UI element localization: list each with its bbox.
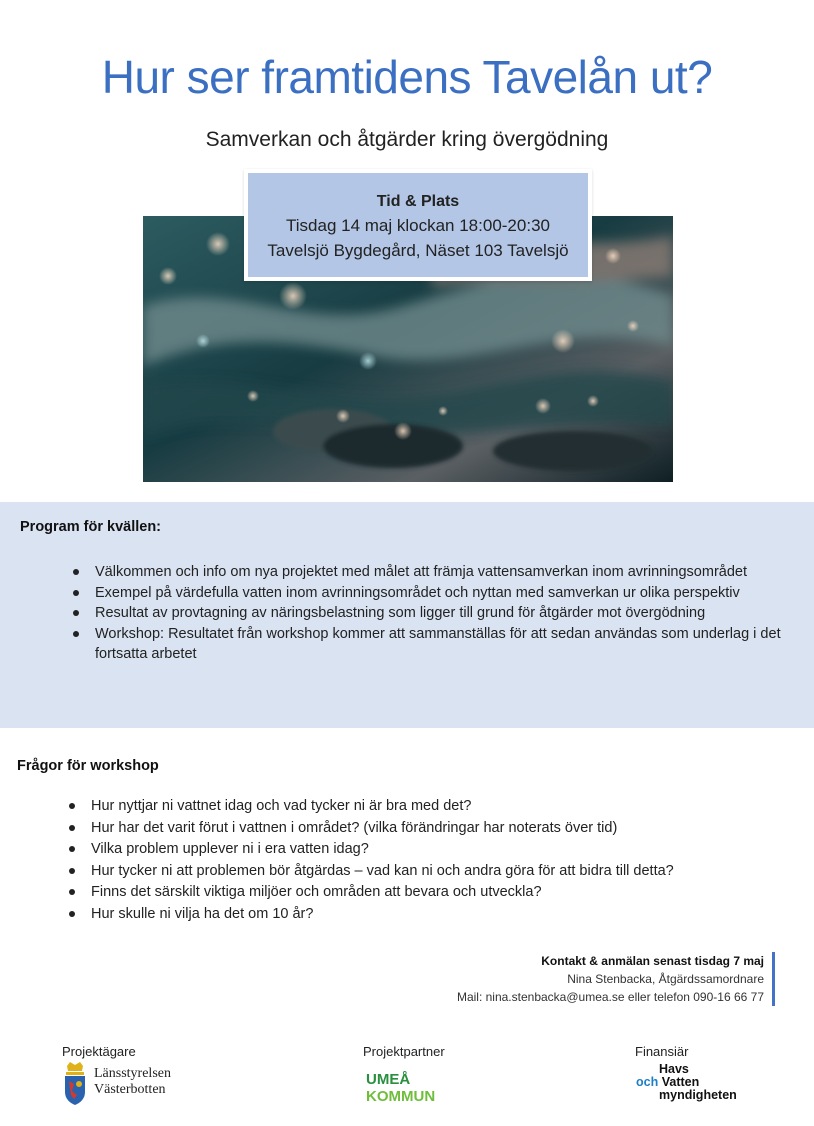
lansstyrelsen-logo [62, 1062, 202, 1108]
umea-logo-line2: KOMMUN [366, 1088, 436, 1105]
program-item-text: Workshop: Resultatet från workshop kommer att sammanställas för att sedan användas som underlag i det fortsatta arbetet [95, 625, 781, 662]
workshop-question: Hur tycker ni att problemen bör åtgärdas – vad kan ni och andra göra för att bidra till detta? [91, 862, 674, 879]
havs-logo-och: och [636, 1075, 659, 1089]
list-item [67, 861, 767, 883]
partner-label: Projektpartner [363, 1044, 445, 1059]
list-item [67, 818, 767, 840]
list-item [71, 562, 791, 583]
bullet-icon [69, 911, 75, 917]
lst-logo-line1: Länsstyrelsen [94, 1066, 171, 1081]
umea-kommun-logo [366, 1071, 435, 1105]
list-item [67, 882, 767, 904]
havs-logo-vatten: Vatten [661, 1075, 700, 1089]
workshop-question: Finns det särskilt viktiga miljöer och områden att bevara och utveckla? [91, 884, 542, 900]
program-heading: Program för kvällen: [20, 519, 162, 535]
program-item-text: Resultat av provtagning av näringsbelastning som ligger till grund för åtgärder mot övergödning [95, 605, 706, 621]
workshop-list [67, 796, 767, 925]
page-title: Hur ser framtidens Tavelån ut? [101, 51, 713, 103]
umea-logo-line1: UMEÅ [366, 1071, 411, 1088]
workshop-question: Hur nyttjar ni vattnet idag och vad tycker ni är bra med det? [91, 798, 472, 814]
event-date: Tisdag 14 maj klockan 18:00-20:30 [286, 216, 550, 235]
bullet-icon [73, 569, 79, 575]
bullet-icon [69, 803, 75, 809]
contact-name: Nina Stenbacka, Åtgärdssamordnare [567, 972, 764, 986]
time-place-box [244, 169, 592, 281]
bullet-icon [69, 846, 75, 852]
event-place: Tavelsjö Bygdegård, Näset 103 Tavelsjö [267, 241, 569, 260]
bullet-icon [69, 889, 75, 895]
list-item [67, 796, 767, 818]
funder-label: Finansiär [635, 1044, 689, 1059]
bullet-icon [69, 868, 75, 874]
workshop-question: Hur har det varit förut i vattnen i området? (vilka förändringar har noterats över tid) [91, 819, 618, 836]
bullet-icon [73, 590, 79, 596]
program-item-text: Exempel på värdefulla vatten inom avrinningsområdet och nyttan med samverkan ur olika perspektiv [95, 584, 740, 601]
coat-of-arms-icon [62, 1062, 88, 1106]
page-subtitle: Samverkan och åtgärder kring övergödning [205, 128, 609, 151]
list-item [67, 839, 767, 861]
program-item-text: Välkommen och info om nya projektet med målet att främja vattensamverkan inom avrinningsområdet [95, 564, 747, 580]
program-section [0, 502, 814, 728]
bullet-icon [73, 631, 79, 637]
havs-vatten-logo [636, 1063, 737, 1102]
bullet-icon [69, 825, 75, 831]
workshop-heading: Frågor för workshop [17, 758, 159, 774]
contact-block [344, 952, 775, 1006]
havs-logo-line1: Havs [659, 1062, 689, 1076]
workshop-question: Hur skulle ni vilja ha det om 10 år? [91, 905, 314, 922]
list-item [67, 904, 767, 926]
contact-heading: Kontakt & anmälan senast tisdag 7 maj [541, 954, 764, 968]
list-item [71, 624, 791, 665]
owner-label: Projektägare [62, 1044, 136, 1059]
bullet-icon [73, 610, 79, 616]
havs-logo-line3: myndigheten [659, 1088, 737, 1102]
workshop-question: Vilka problem upplever ni i era vatten idag? [91, 841, 369, 857]
lst-logo-line2: Västerbotten [94, 1082, 166, 1097]
program-list [71, 562, 791, 665]
list-item [71, 603, 791, 624]
contact-mail[interactable]: Mail: nina.stenbacka@umea.se eller telefon 090-16 66 77 [456, 990, 764, 1004]
time-place-heading: Tid & Plats [376, 193, 460, 210]
list-item [71, 583, 791, 604]
